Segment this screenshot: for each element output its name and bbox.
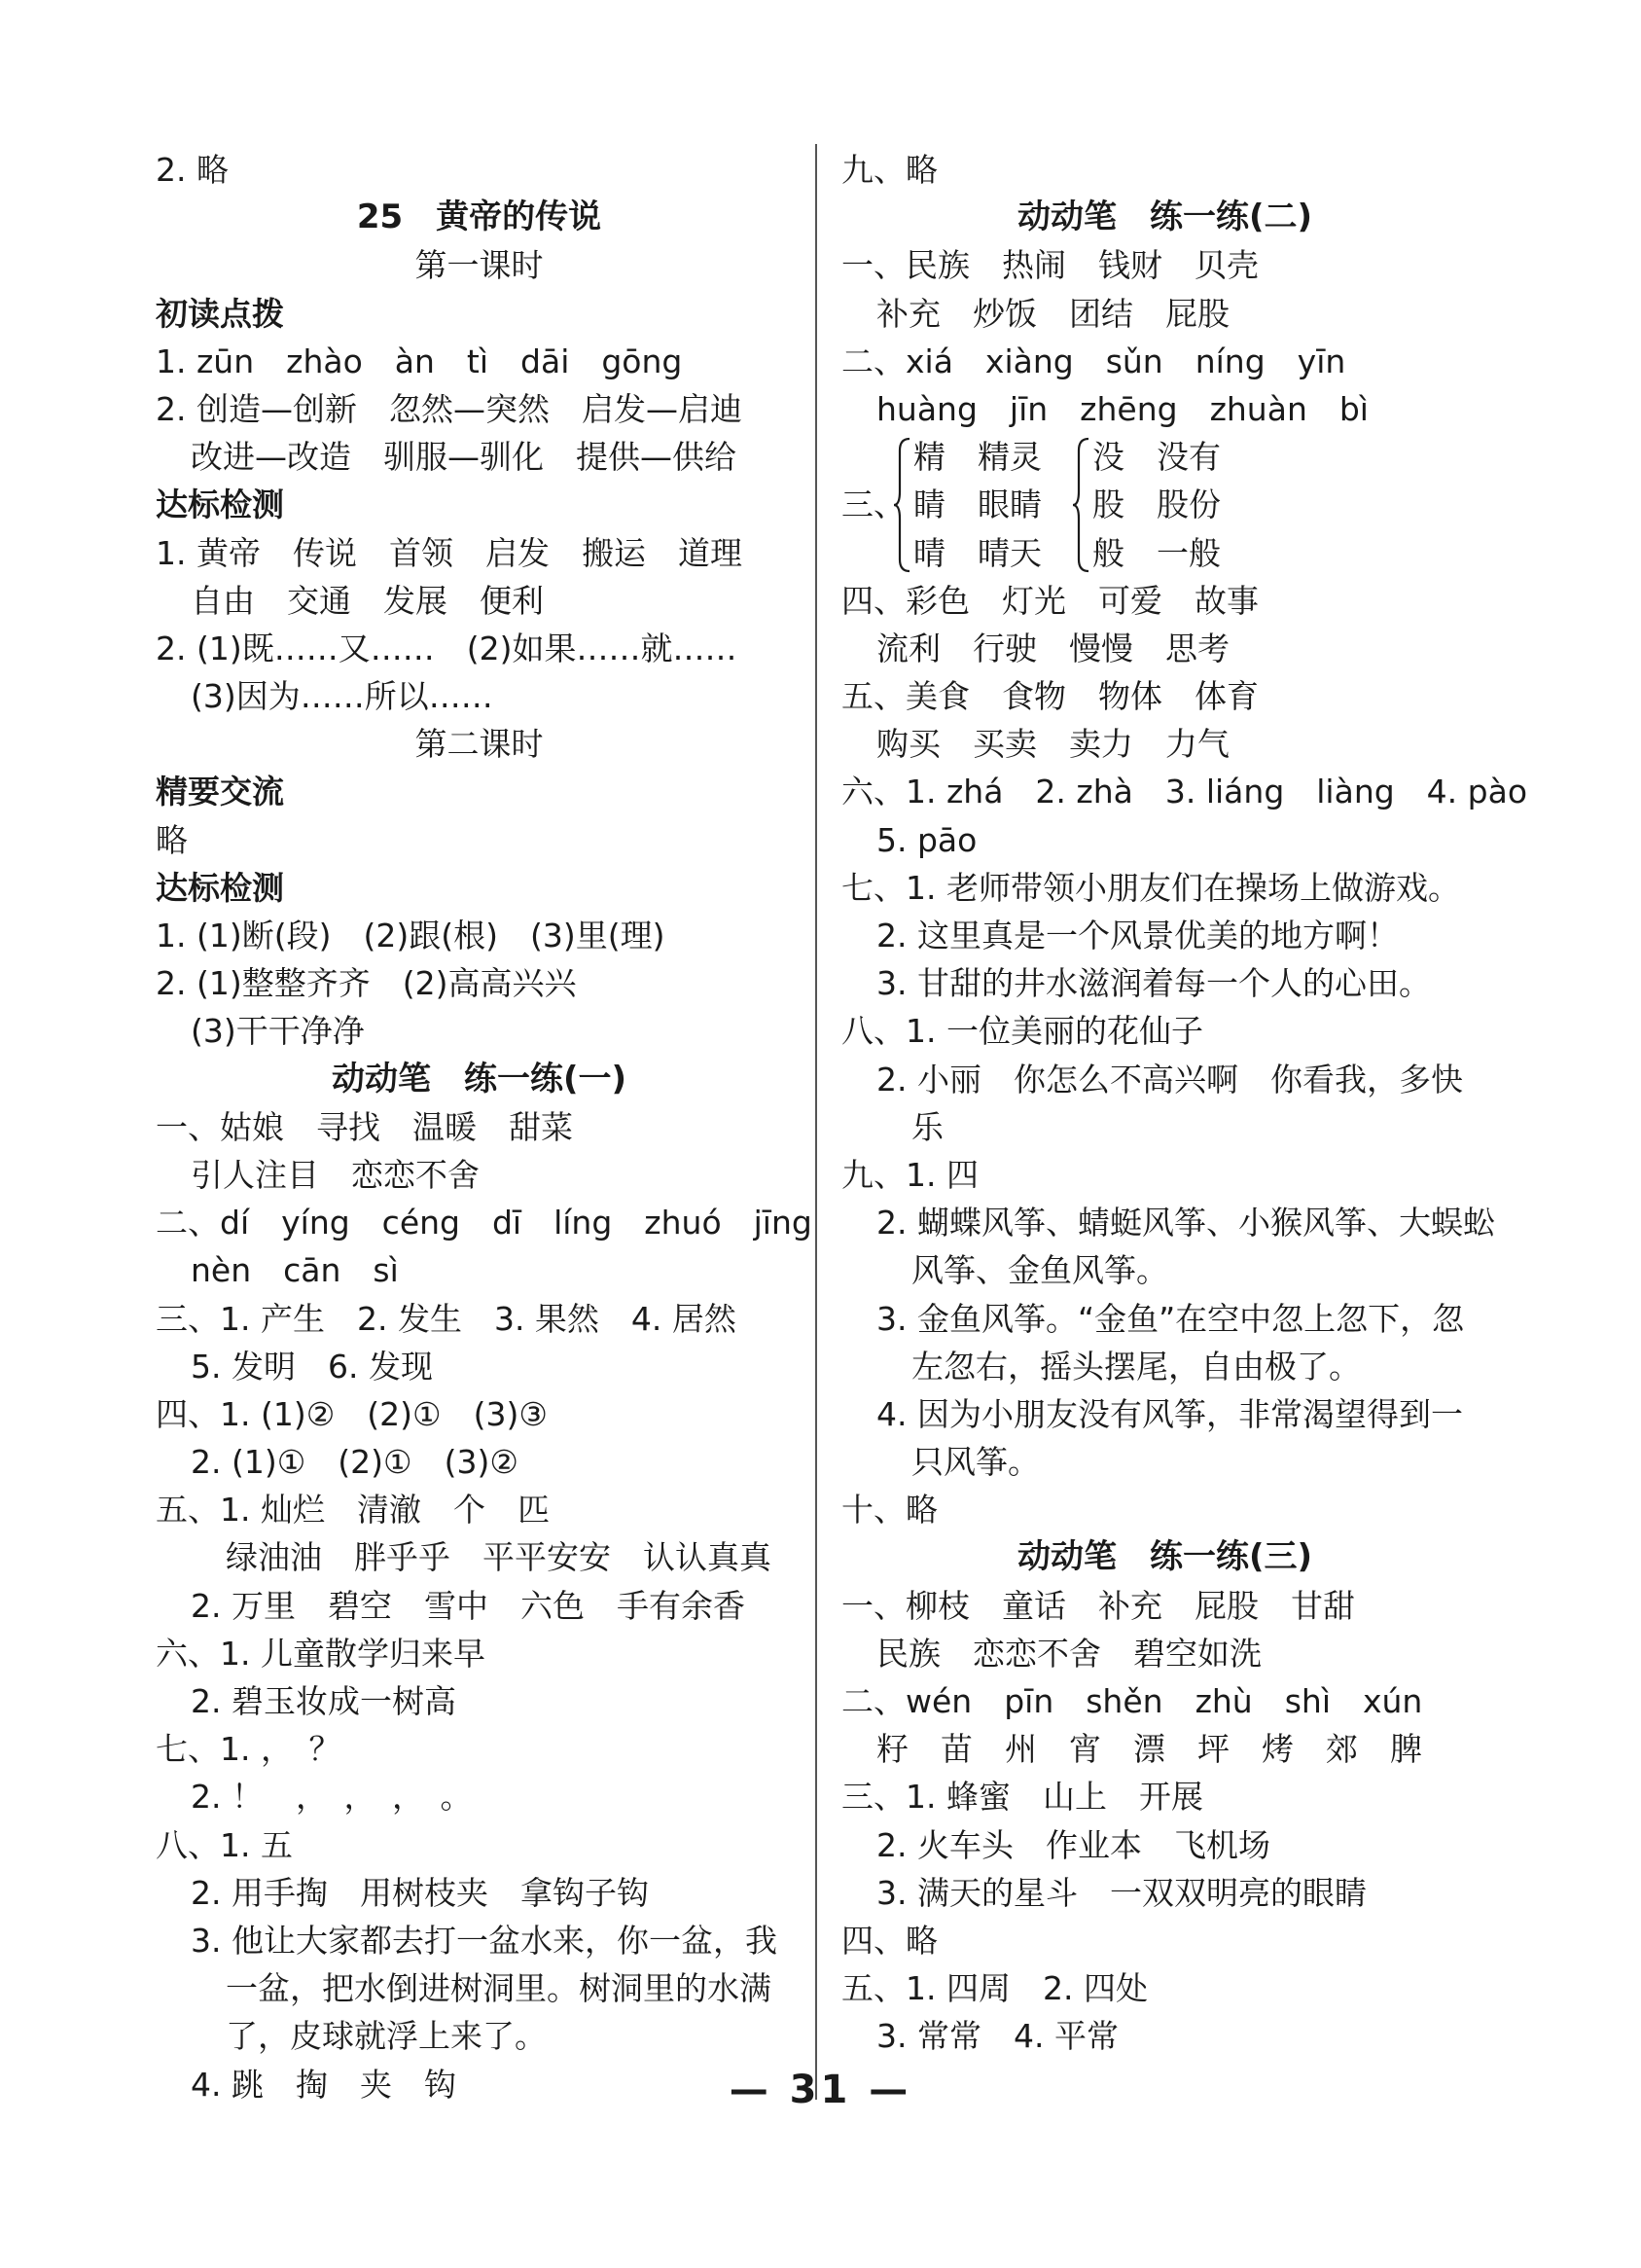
answer-line: 3. 满天的星斗 一双双明亮的眼睛 (876, 1873, 1367, 1912)
answer-line: huàng jīn zhēng zhuàn bì (876, 389, 1369, 428)
answer-line: 达标检测 (156, 868, 284, 907)
brace-group (841, 433, 1488, 577)
answer-line: 二、wén pīn shěn zhù shì xún (841, 1682, 1423, 1721)
answer-line: 初读点拨 (156, 294, 284, 333)
answer-line: 4. 因为小朋友没有风筝，非常渴望得到一 (876, 1394, 1463, 1433)
answer-line: 三、1. 蜂蜜 山上 开展 (841, 1778, 1203, 1817)
answer-line: 2. 这里真是一个风景优美的地方啊！ (876, 917, 1399, 955)
answer-line: 2. 用手掏 用树枝夹 拿钩子钩 (191, 1873, 649, 1912)
answer-line: 2. 蝴蝶风筝、蜻蜓风筝、小猴风筝、大蜈蚣 (876, 1204, 1495, 1242)
answer-line: 3. 金鱼风筝。“金鱼”在空中忽上忽下，忽 (876, 1299, 1465, 1338)
left-brace-icon (892, 437, 911, 573)
answer-line: 动动笔 练一练(三) (1017, 1537, 1313, 1577)
answer-line: 2. (1)整整齐齐 (2)高高兴兴 (156, 964, 577, 1003)
answer-line: 十、略 (841, 1491, 938, 1530)
answer-line: 2. 创造—创新 忽然—突然 启发—启迪 (156, 389, 742, 428)
page-number: — 31 — (729, 2068, 912, 2112)
answer-line: 2. 略 (156, 151, 229, 189)
answer-line: 八、1. 一位美丽的花仙子 (841, 1012, 1203, 1051)
answer-line: 第二课时 (414, 725, 544, 764)
answer-line: 二、dí yíng céng dī líng zhuó jīng (156, 1204, 812, 1242)
answer-line: 左忽右，摇头摆尾，自由极了。 (911, 1347, 1361, 1386)
answer-line: 三、1. 产生 2. 发生 3. 果然 4. 居然 (156, 1299, 736, 1338)
answer-line: 1. (1)断(段) (2)跟(根) (3)里(理) (156, 917, 665, 954)
answer-line: 五、1. 灿烂 清澈 个 匹 (156, 1491, 550, 1530)
answer-line: 绿油油 胖乎乎 平平安安 认认真真 (226, 1538, 771, 1577)
answer-line: 3. 常常 4. 平常 (876, 2017, 1119, 2056)
answer-line: 改进—改造 驯服—驯化 提供—供给 (191, 438, 736, 477)
answer-line: 民族 恋恋不舍 碧空如洗 (876, 1634, 1262, 1673)
answer-line: 一、姑娘 寻找 温暖 甜菜 (156, 1107, 573, 1146)
answer-line: 3. 他让大家都去打一盆水来，你一盆，我 (191, 1921, 777, 1960)
brace-g2-item: 股 股份 (1092, 486, 1221, 524)
answer-line: 3. 甘甜的井水滋润着每一个人的心田。 (876, 964, 1431, 1003)
answer-line: 九、1. 四 (841, 1155, 979, 1194)
answer-line: 六、1. 儿童散学归来早 (156, 1634, 485, 1673)
answer-line: 补充 炒饭 团结 屁股 (876, 294, 1230, 333)
answer-line: 五、1. 四周 2. 四处 (841, 1969, 1148, 2008)
brace-g1-item: 睛 眼睛 (913, 486, 1042, 524)
answer-line: 4. 跳 掏 夹 钩 (191, 2065, 456, 2104)
right-column (841, 146, 1528, 2061)
left-brace-icon (1071, 437, 1090, 573)
answer-line: 乐 (911, 1107, 944, 1146)
answer-line: 1. zūn zhào àn tì dāi gōng (156, 342, 683, 380)
answer-line: 七、1. ， ？ (156, 1730, 341, 1769)
brace-g2-item: 没 没有 (1092, 438, 1221, 477)
answer-line: 2. (1)① (2)① (3)② (191, 1443, 518, 1482)
answer-line: 六、1. zhá 2. zhà 3. liáng liàng 4. pào (841, 773, 1528, 811)
answer-line: 流利 行驶 慢慢 思考 (876, 629, 1230, 667)
answer-line: 2. 火车头 作业本 飞机场 (876, 1825, 1270, 1864)
answer-line: 引人注目 恋恋不舍 (191, 1155, 480, 1194)
answer-line: 七、1. 老师带领小朋友们在操场上做游戏。 (841, 868, 1460, 907)
answer-line: 五、美食 食物 物体 体育 (841, 677, 1259, 716)
brace-g1-item: 精 精灵 (913, 438, 1042, 477)
right-bottom-section (841, 577, 1528, 2061)
answer-line: 5. pāo (876, 820, 978, 859)
brace-prefix: 三、 (841, 486, 906, 524)
answer-line: 1. 黄帝 传说 首领 启发 搬运 道理 (156, 533, 742, 572)
column-divider (815, 144, 817, 2100)
answer-line: 25 黄帝的传说 (356, 198, 602, 237)
answer-line: 风筝、金鱼风筝。 (911, 1251, 1168, 1290)
answer-line: 了，皮球就浮上来了。 (226, 2017, 547, 2056)
answer-line: nèn cān sì (191, 1251, 399, 1290)
answer-line: 自由 交通 发展 便利 (191, 581, 544, 620)
answer-line: 二、xiá xiàng sǔn níng yīn (841, 342, 1346, 380)
answer-line: (3)因为……所以…… (191, 677, 493, 716)
answer-line: 一、柳枝 童话 补充 屁股 甘甜 (841, 1586, 1355, 1625)
answer-line: 达标检测 (156, 486, 284, 524)
answer-line: 一盆，把水倒进树洞里。树洞里的水满 (226, 1969, 771, 2008)
brace-g2-item: 般 一般 (1092, 533, 1221, 572)
left-column (156, 146, 812, 2108)
answer-line: 动动笔 练一练(二) (1017, 198, 1313, 237)
answer-line: 一、民族 热闹 钱财 贝壳 (841, 246, 1259, 285)
answer-line: 购买 买卖 卖力 力气 (876, 725, 1230, 764)
answer-line: 第一课时 (414, 246, 544, 285)
answer-line: 只风筝。 (911, 1443, 1040, 1482)
answer-line: 四、略 (841, 1921, 938, 1960)
answer-line: 四、彩色 灯光 可爱 故事 (841, 581, 1259, 620)
answer-line: 5. 发明 6. 发现 (191, 1347, 433, 1386)
answer-line: 2. 碧玉妆成一树高 (191, 1682, 456, 1720)
answer-line: (3)干干净净 (191, 1012, 365, 1051)
answer-line: 略 (156, 820, 188, 859)
right-top-section (841, 146, 1488, 433)
answer-line: 四、1. (1)② (2)① (3)③ (156, 1394, 548, 1433)
answer-line: 九、略 (841, 151, 938, 189)
brace-g1-item: 晴 晴天 (913, 533, 1042, 572)
answer-line: 籽 苗 州 宵 漂 坪 烤 郊 脾 (876, 1730, 1422, 1769)
answer-line: 八、1. 五 (156, 1825, 293, 1864)
answer-line: 2. ！ ， ， ， 。 (191, 1778, 473, 1817)
answer-line: 2. 万里 碧空 雪中 六色 手有余香 (191, 1586, 745, 1625)
answer-line: 2. (1)既……又…… (2)如果……就…… (156, 629, 737, 667)
answer-line: 2. 小丽 你怎么不高兴啊 你看我，多快 (876, 1060, 1463, 1098)
answer-line: 精要交流 (156, 773, 284, 811)
answer-line: 动动笔 练一练(一) (331, 1059, 627, 1098)
